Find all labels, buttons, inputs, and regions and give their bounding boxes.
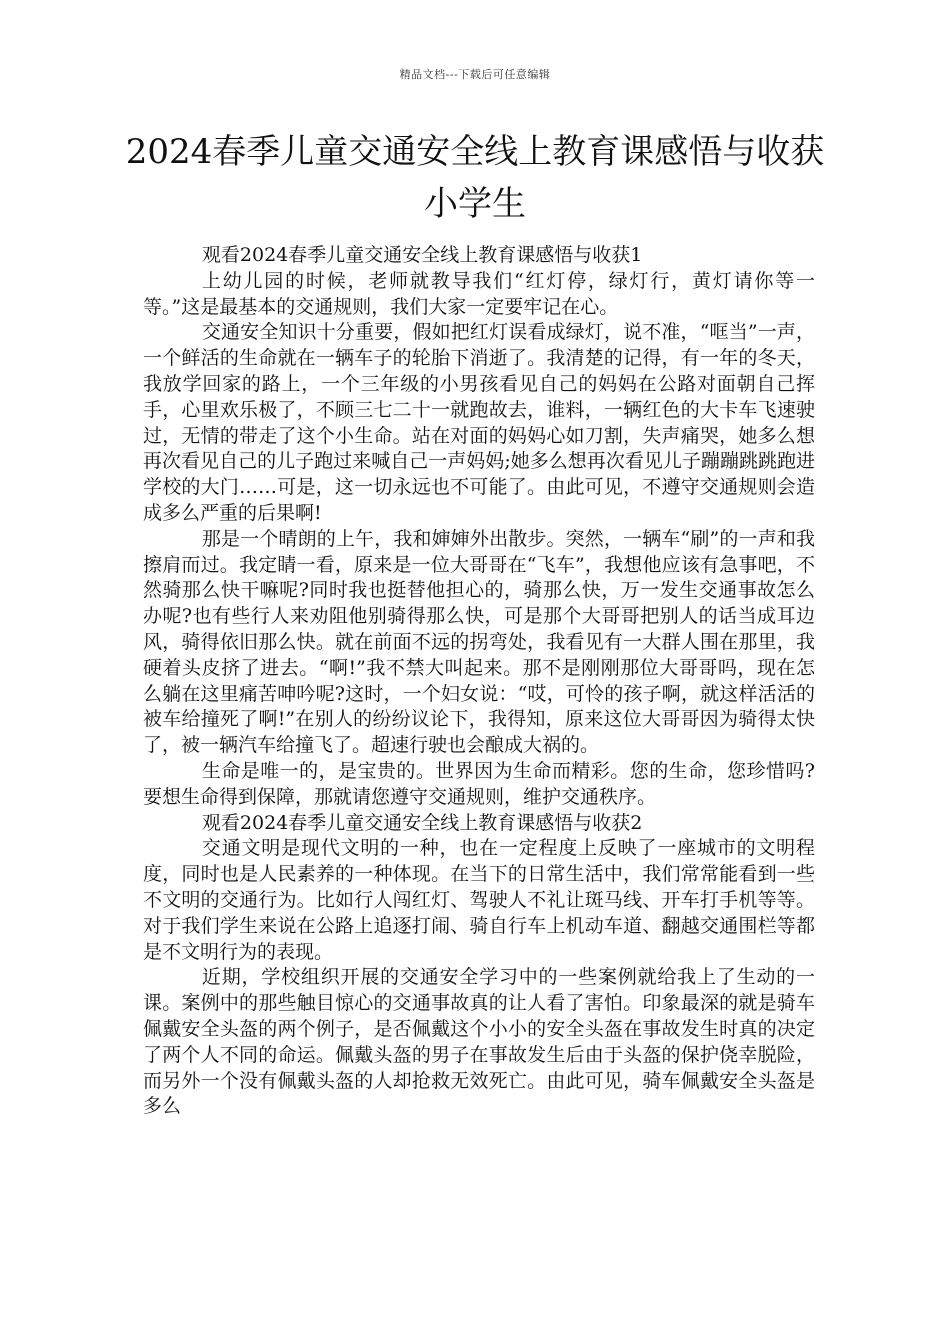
section-heading-1: 观看2024春季儿童交通安全线上教育课感悟与收获1 [201,244,643,266]
document-body [143,243,815,1120]
section-heading-2: 观看2024春季儿童交通安全线上教育课感悟与收获2 [201,811,643,834]
paragraph: 生命是唯一的，是宝贵的。世界因为生命而精彩。您的生命，您珍惜吗?要想生命得到保障，那就请您遵守交通规则，维护交通秩序。 [143,759,815,808]
paragraph: 那是一个晴朗的上午，我和婶婶外出散步。突然，一辆车“刷”的一声和我擦肩而过。我定睛一看，原来是一位大哥哥在“飞车”，我想他应该有急事吧，不然骑那么快干嘛呢?同时我也挺替他担心的，骑那么快，万一发生交通事故怎么办呢?也有些行人来劝阻他别骑得那么快，可是那个大哥哥把别人的话当成耳边风，骑得依旧那么快。就在前面不远的拐弯处，我看见有一大群人围在那里，我硬着头皮挤了进去。“啊!”我不禁大叫起来。那不是刚刚那位大哥哥吗，现在怎么躺在这里痛苦呻吟呢?这时，一个妇女说：“哎，可怜的孩子啊，就这样活活的被车给撞死了啊!”在别人的纷纷议论下，我得知，原来这位大哥哥因为骑得太快了，被一辆汽车给撞飞了。超速行驶也会酿成大祸的。 [143,527,815,757]
paragraph: 近期，学校组织开展的交通安全学习中的一些案例就给我上了生动的一课。案例中的那些触目惊心的交通事故真的让人看了害怕。印象最深的就是骑车佩戴安全头盔的两个例子，是否佩戴这个小小的安全头盔在事故发生时真的决定了两个人不同的命运。佩戴头盔的男子在事故发生后由于头盔的保护侥幸脱险，而另外一个没有佩戴头盔的人却抢救无效死亡。由此可见，骑车佩戴安全头盔是多么 [143,966,815,1118]
document-title: 2024春季儿童交通安全线上教育课感悟与收获小学生 [125,132,825,224]
header-note: 精品文档---下载后可任意编辑 [399,68,551,81]
paragraph: 交通文明是现代文明的一种，也在一定程度上反映了一座城市的文明程度，同时也是人民素养的一种体现。在当下的日常生活中，我们常常能看到一些不文明的交通行为。比如行人闯红灯、驾驶人不礼让斑马线、开车打手机等等。对于我们学生来说在公路上追逐打闹、骑自行车上机动车道、翻越交通围栏等都是不文明行为的表现。 [143,837,815,963]
paragraph: 上幼儿园的时候，老师就教导我们“红灯停，绿灯行，黄灯请你等一等。”这是最基本的交通规则，我们大家一定要牢记在心。 [143,269,815,318]
paragraph: 交通安全知识十分重要，假如把红灯误看成绿灯，说不准，“哐当”一声，一个鲜活的生命就在一辆车子的轮胎下消逝了。我清楚的记得，有一年的冬天，我放学回家的路上，一个三年级的小男孩看见自己的妈妈在公路对面朝自己挥手，心里欢乐极了，不顾三七二十一就跑故去，谁料，一辆红色的大卡车飞速驶过，无情的带走了这个小生命。站在对面的妈妈心如刀割，失声痛哭，她多么想再次看见自己的儿子跑过来喊自己一声妈妈;她多么想再次看见儿子蹦蹦跳跳跑进学校的大门……可是，这一切永远也不可能了。由此可见，不遵守交通规则会造成多么严重的后果啊! [143,321,815,524]
